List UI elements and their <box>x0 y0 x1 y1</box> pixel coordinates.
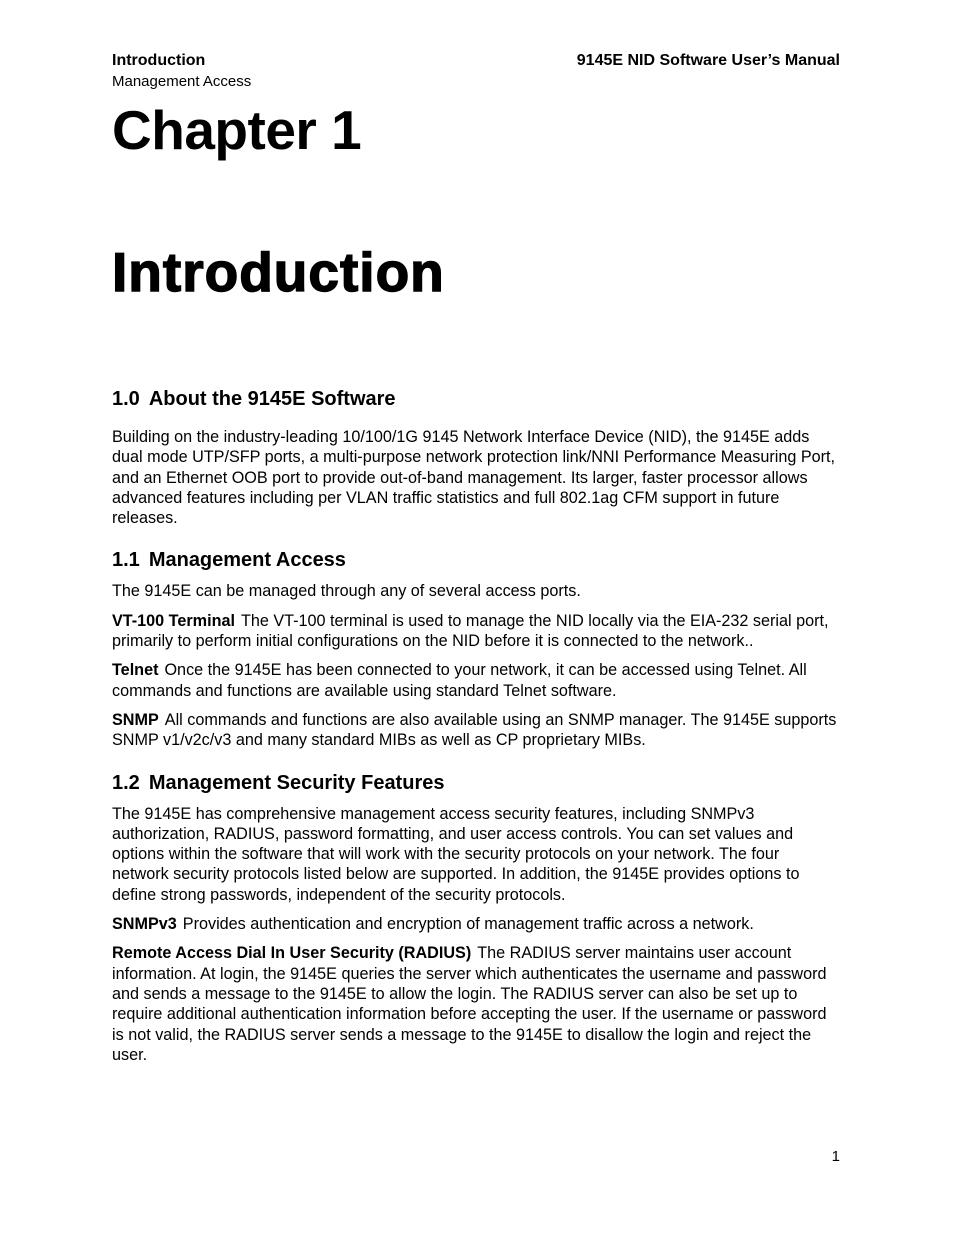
section-number: 1.2 <box>112 771 140 794</box>
definition-item-telnet <box>112 660 840 701</box>
section-number: 1.0 <box>112 388 140 410</box>
definition-item-snmpv3 <box>112 914 840 934</box>
definition-term: Remote Access Dial In User Security (RADIUS) <box>112 944 472 963</box>
definition-term: SNMPv3 <box>112 915 177 934</box>
section-intro-paragraph: The 9145E has comprehensive management access security features, including SNMPv3 authorization, RADIUS, password formatting, and user access controls. You can set values and options within the software that will work with the security protocols on your network. The four network security protocols listed below are supported. In addition, the 9145E provides options to define strong passwords, independent of the security protocols. <box>112 804 800 904</box>
section-intro-paragraph: The 9145E can be managed through any of several access ports. <box>112 582 581 601</box>
section-heading-1-2 <box>112 770 840 796</box>
section-body-paragraph: Building on the industry-leading 10/100/1G 9145 Network Interface Device (NID), the 9145E adds dual mode UTP/SFP ports, a multi-purpose network protection link/NNI Performance Measuring Port, and an Ethernet OOB port to provide out-of-band management. Its larger, faster processor allows advanced features including per VLAN traffic statistics and full 802.1ag CFM support in future releases. <box>112 428 836 528</box>
chapter-title: Introduction <box>112 241 445 303</box>
document-page <box>112 0 840 1235</box>
header-chapter-label: Introduction <box>112 52 206 69</box>
header-manual-title: 9145E NID Software User’s Manual <box>576 52 840 69</box>
definition-item-radius <box>112 943 840 1065</box>
section-title: Management Security Features <box>148 771 445 794</box>
page-content <box>112 386 840 1074</box>
definition-text: The RADIUS server maintains user account information. At login, the 9145E queries the server which authenticates the username and password and sends a message to the 9145E to allow the login. The RADIUS server can also be set up to require additional authentication information before accepting the user. If the username or password is not valid, the RADIUS server sends a message to the 9145E to disallow the login and reject the user. <box>112 944 827 1064</box>
definition-term: SNMP <box>112 710 159 729</box>
definition-term: Telnet <box>112 661 159 680</box>
section-title: Management Access <box>148 549 346 572</box>
definition-text: Provides authentication and encryption of management traffic across a network. <box>182 915 754 934</box>
section-heading-1-1 <box>112 547 840 573</box>
definition-term: VT-100 Terminal <box>112 611 235 630</box>
definition-item-vt100 <box>112 611 840 652</box>
header-section-label: Management Access <box>112 73 252 90</box>
definition-text: Once the 9145E has been connected to your network, it can be accessed using Telnet. All commands and functions are available using standard Telnet software. <box>112 661 807 700</box>
definition-item-snmp <box>112 710 840 751</box>
page-number: 1 <box>831 1148 840 1165</box>
section-heading-1-0 <box>112 386 840 412</box>
definition-text: All commands and functions are also available using an SNMP manager. The 9145E supports SNMP v1/v2c/v3 and many standard MIBs as well as CP proprietary MIBs. <box>112 710 837 750</box>
section-title: About the 9145E Software <box>148 388 396 410</box>
definition-text: The VT-100 terminal is used to manage the NID locally via the EIA-232 serial port, primarily to perform initial configurations on the NID before it is connected to the network.. <box>112 611 829 651</box>
chapter-number: Chapter 1 <box>112 99 362 161</box>
section-number: 1.1 <box>112 549 140 572</box>
